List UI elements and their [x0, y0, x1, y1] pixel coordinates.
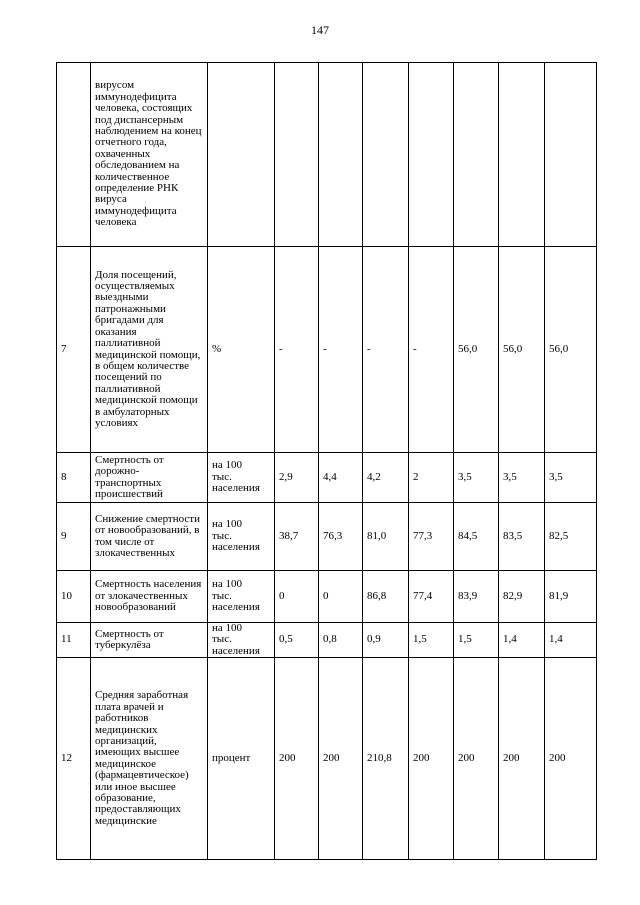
- value-cell: [545, 503, 597, 571]
- value-cell: [409, 571, 454, 623]
- value-cell: [454, 247, 499, 453]
- value-cell-text: 0: [323, 589, 329, 602]
- value-cell: [275, 247, 319, 453]
- row-number-cell-text: 9: [61, 529, 67, 542]
- page-number: 147: [311, 23, 329, 37]
- indicator-name-cell: [91, 571, 208, 623]
- table-row: [57, 571, 597, 623]
- value-cell: [499, 247, 545, 453]
- value-cell-text: 3,5: [549, 470, 563, 483]
- value-cell: [454, 571, 499, 623]
- value-cell: [319, 571, 363, 623]
- value-cell-text: 200: [458, 752, 475, 765]
- indicator-name-cell-text: вирусом иммунодефицита человека, состоящих под диспансерным наблюдением на конец отчетного года, охваченных обследованием на количественное определение РНК вируса иммунодефицита человека: [95, 79, 202, 229]
- value-cell: [319, 453, 363, 503]
- unit-cell: [208, 658, 275, 860]
- value-cell: [409, 503, 454, 571]
- value-cell-text: 3,5: [458, 470, 472, 483]
- indicator-name-cell-text: Снижение смертности от новообразований, в том числе от злокачественных: [95, 512, 200, 559]
- value-cell-text: 2: [413, 470, 419, 483]
- value-cell: [363, 247, 409, 453]
- value-cell-text: 38,7: [279, 529, 299, 542]
- row-number-cell-text: 10: [61, 589, 72, 602]
- value-cell-text: 56,0: [549, 342, 569, 355]
- value-cell-text: 1,5: [458, 633, 472, 646]
- value-cell-text: 82,9: [503, 589, 523, 602]
- value-cell-text: -: [367, 342, 371, 355]
- value-cell: [454, 63, 499, 247]
- value-cell: [319, 658, 363, 860]
- value-cell-text: 1,4: [503, 633, 517, 646]
- value-cell: [545, 571, 597, 623]
- row-number-cell-text: 8: [61, 470, 67, 483]
- value-cell-text: 82,5: [549, 529, 569, 542]
- value-cell: [409, 453, 454, 503]
- indicator-name-cell: [91, 247, 208, 453]
- value-cell-text: 0,8: [323, 633, 337, 646]
- indicator-name-cell-text: Смертность от туберкулёза: [95, 627, 164, 652]
- unit-cell-text: %: [212, 342, 222, 355]
- value-cell: [319, 623, 363, 658]
- row-number-cell: [57, 247, 91, 453]
- value-cell: [275, 571, 319, 623]
- value-cell: [409, 623, 454, 658]
- value-cell: [319, 503, 363, 571]
- value-cell: [499, 571, 545, 623]
- table-row: [57, 63, 597, 247]
- value-cell-text: 0,9: [367, 633, 381, 646]
- value-cell: [363, 63, 409, 247]
- row-number-cell: [57, 658, 91, 860]
- value-cell: [319, 247, 363, 453]
- value-cell-text: 200: [323, 752, 340, 765]
- value-cell: [363, 453, 409, 503]
- value-cell: [545, 623, 597, 658]
- value-cell: [454, 623, 499, 658]
- value-cell-text: 77,3: [413, 529, 433, 542]
- value-cell: [275, 503, 319, 571]
- unit-cell-text: на 100 тыс. населения: [212, 518, 260, 554]
- value-cell-text: -: [323, 342, 327, 355]
- value-cell-text: 81,0: [367, 529, 387, 542]
- value-cell: [275, 63, 319, 247]
- value-cell-text: 84,5: [458, 529, 478, 542]
- unit-cell: [208, 63, 275, 247]
- value-cell-text: 83,5: [503, 529, 523, 542]
- unit-cell: [208, 571, 275, 623]
- unit-cell: [208, 623, 275, 658]
- value-cell: [409, 63, 454, 247]
- value-cell: [499, 623, 545, 658]
- row-number-cell-text: 12: [61, 752, 72, 765]
- value-cell: [545, 63, 597, 247]
- value-cell-text: 200: [549, 752, 566, 765]
- value-cell: [363, 571, 409, 623]
- value-cell: [499, 453, 545, 503]
- unit-cell: [208, 503, 275, 571]
- value-cell-text: -: [279, 342, 283, 355]
- value-cell-text: 2,9: [279, 470, 293, 483]
- value-cell: [499, 63, 545, 247]
- unit-cell-text: на 100 тыс. населения: [212, 578, 260, 614]
- value-cell: [454, 658, 499, 860]
- unit-cell-text: на 100 тыс. населения: [212, 622, 260, 657]
- value-cell-text: 0,5: [279, 633, 293, 646]
- value-cell: [454, 503, 499, 571]
- value-cell: [545, 658, 597, 860]
- value-cell-text: 200: [503, 752, 520, 765]
- value-cell-text: 4,4: [323, 470, 337, 483]
- value-cell-text: 77,4: [413, 589, 433, 602]
- indicators-table: [56, 62, 597, 860]
- value-cell-text: -: [413, 342, 417, 355]
- value-cell-text: 1,4: [549, 633, 563, 646]
- indicator-name-cell: [91, 63, 208, 247]
- value-cell-text: 200: [279, 752, 296, 765]
- value-cell: [275, 623, 319, 658]
- value-cell: [319, 63, 363, 247]
- row-number-cell-text: 7: [61, 342, 67, 355]
- row-number-cell-text: 11: [61, 633, 72, 646]
- table-row: [57, 503, 597, 571]
- value-cell-text: 3,5: [503, 470, 517, 483]
- unit-cell-text: процент: [212, 752, 251, 765]
- table-row: [57, 623, 597, 658]
- table-row: [57, 453, 597, 503]
- unit-cell-text: на 100 тыс. населения: [212, 459, 260, 495]
- row-number-cell: [57, 63, 91, 247]
- value-cell: [409, 658, 454, 860]
- value-cell: [275, 453, 319, 503]
- value-cell: [363, 503, 409, 571]
- row-number-cell: [57, 623, 91, 658]
- row-number-cell: [57, 453, 91, 503]
- value-cell-text: 81,9: [549, 589, 569, 602]
- indicator-name-cell-text: Средняя заработная плата врачей и работников медицинских организаций, имеющих высшее медицинское (фармацевтическое) или иное высшее образование, предоставляющих медицинские: [95, 689, 189, 827]
- row-number-cell: [57, 503, 91, 571]
- value-cell-text: 0: [279, 589, 285, 602]
- indicator-name-cell: [91, 623, 208, 658]
- value-cell: [363, 658, 409, 860]
- value-cell-text: 200: [413, 752, 430, 765]
- indicator-name-cell-text: Смертность от дорожно-транспортных происшествий: [95, 453, 164, 500]
- indicator-name-cell: [91, 503, 208, 571]
- value-cell: [409, 247, 454, 453]
- indicator-name-cell-text: Доля посещений, осуществляемых выездными патронажными бригадами для оказания паллиативной медицинской помощи, в общем количестве посещений по паллиативной медицинской помощи в амбулаторных условиях: [95, 268, 201, 429]
- value-cell-text: 56,0: [503, 342, 523, 355]
- value-cell-text: 56,0: [458, 342, 478, 355]
- table-row: [57, 247, 597, 453]
- value-cell: [545, 247, 597, 453]
- value-cell: [499, 503, 545, 571]
- indicator-name-cell-text: Смертность населения от злокачественных новообразований: [95, 578, 202, 614]
- value-cell-text: 210,8: [367, 752, 392, 765]
- indicator-name-cell: [91, 453, 208, 503]
- value-cell-text: 1,5: [413, 633, 427, 646]
- value-cell-text: 4,2: [367, 470, 381, 483]
- unit-cell: [208, 247, 275, 453]
- indicator-name-cell: [91, 658, 208, 860]
- value-cell: [499, 658, 545, 860]
- row-number-cell: [57, 571, 91, 623]
- value-cell: [275, 658, 319, 860]
- value-cell-text: 86,8: [367, 589, 387, 602]
- value-cell: [454, 453, 499, 503]
- value-cell: [545, 453, 597, 503]
- table-row: [57, 658, 597, 860]
- value-cell-text: 76,3: [323, 529, 343, 542]
- unit-cell: [208, 453, 275, 503]
- value-cell-text: 83,9: [458, 589, 478, 602]
- value-cell: [363, 623, 409, 658]
